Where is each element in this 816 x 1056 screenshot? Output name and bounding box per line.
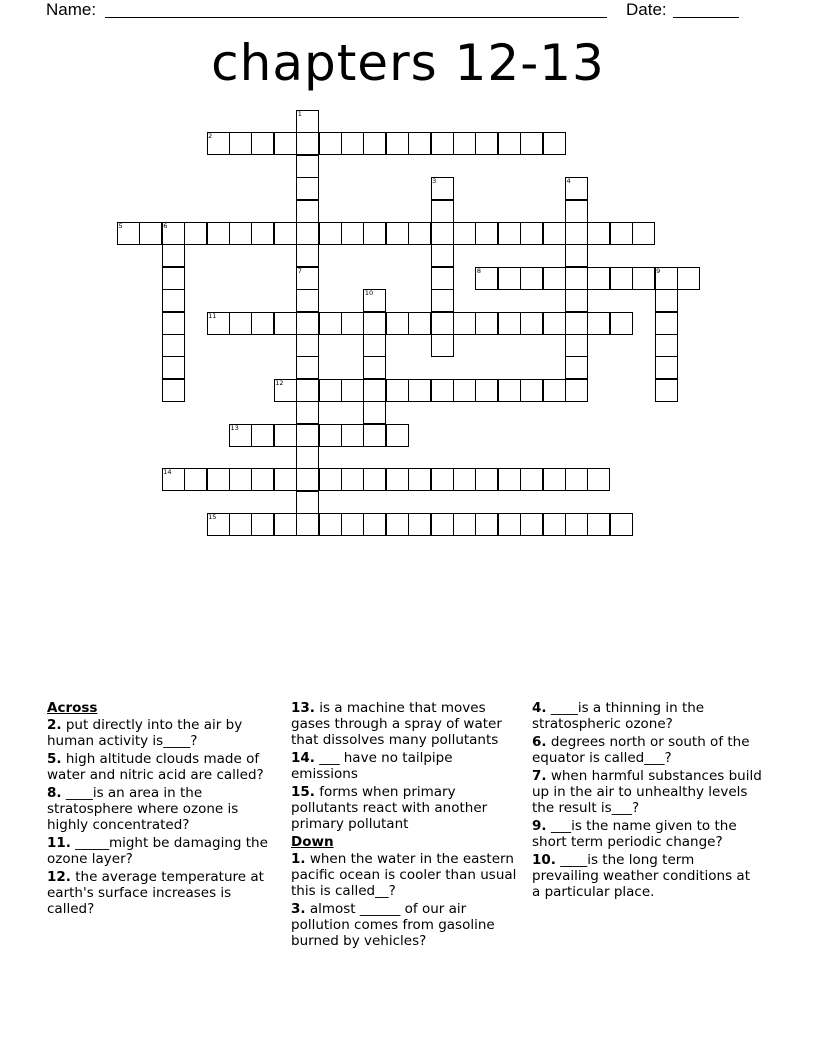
clue-number: 15 bbox=[208, 513, 217, 522]
clue-text: almost ______ of our air pollution comes from gasoline burned by vehicles? bbox=[291, 901, 495, 949]
clue-text: degrees north or south of the equator is called___? bbox=[532, 734, 750, 766]
grid-cell[interactable] bbox=[386, 379, 409, 402]
grid-cell[interactable] bbox=[274, 379, 297, 402]
grid-cell[interactable] bbox=[207, 132, 230, 155]
grid-cell[interactable] bbox=[408, 513, 431, 536]
grid-cell[interactable] bbox=[363, 334, 386, 357]
grid-cell[interactable] bbox=[296, 424, 319, 447]
grid-cell[interactable] bbox=[251, 132, 274, 155]
grid-cell[interactable] bbox=[341, 513, 364, 536]
name-field[interactable] bbox=[105, 17, 607, 18]
grid-cell[interactable] bbox=[453, 132, 476, 155]
grid-cell[interactable] bbox=[274, 513, 297, 536]
grid-cell[interactable] bbox=[386, 222, 409, 245]
across-clue bbox=[47, 785, 277, 833]
across-clue bbox=[47, 835, 277, 867]
grid-cell[interactable] bbox=[274, 468, 297, 491]
grid-cell[interactable] bbox=[296, 289, 319, 312]
grid-cell[interactable] bbox=[498, 468, 521, 491]
name-label: Name: bbox=[46, 0, 97, 19]
grid-cell[interactable] bbox=[543, 468, 566, 491]
grid-cell[interactable] bbox=[431, 244, 454, 267]
clue-number: 2 bbox=[208, 132, 213, 141]
grid-cell[interactable] bbox=[363, 356, 386, 379]
grid-cell[interactable] bbox=[655, 289, 678, 312]
grid-cell[interactable] bbox=[296, 244, 319, 267]
clues-column-2 bbox=[291, 700, 521, 951]
grid-cell[interactable] bbox=[543, 312, 566, 335]
clue-number: 8 bbox=[476, 266, 482, 275]
grid-cell[interactable] bbox=[139, 222, 162, 245]
grid-cell[interactable] bbox=[319, 468, 342, 491]
clue-text: the average temperature at earth's surface increases is called? bbox=[47, 869, 264, 917]
clue-text: ___ have no tailpipe emissions bbox=[291, 750, 453, 782]
grid-cell[interactable] bbox=[565, 222, 588, 245]
clue-number: 12. bbox=[47, 869, 71, 885]
grid-cell[interactable] bbox=[431, 132, 454, 155]
grid-cell[interactable] bbox=[610, 513, 633, 536]
grid-cell[interactable] bbox=[431, 334, 454, 357]
grid-cell[interactable] bbox=[274, 222, 297, 245]
grid-cell[interactable] bbox=[520, 513, 543, 536]
grid-cell[interactable] bbox=[296, 513, 319, 536]
clue-text: ___is the name given to the short term periodic change? bbox=[532, 818, 737, 850]
grid-cell[interactable] bbox=[655, 356, 678, 379]
clue-number: 15. bbox=[291, 784, 315, 800]
grid-cell[interactable] bbox=[655, 334, 678, 357]
clue-number: 7. bbox=[532, 768, 547, 784]
grid-cell[interactable] bbox=[475, 267, 498, 290]
grid-cell[interactable] bbox=[296, 222, 319, 245]
grid-cell[interactable] bbox=[341, 312, 364, 335]
grid-cell[interactable] bbox=[453, 312, 476, 335]
clue-text: put directly into the air by human activity is____? bbox=[47, 717, 243, 749]
grid-cell[interactable] bbox=[386, 424, 409, 447]
grid-cell[interactable] bbox=[363, 132, 386, 155]
grid-cell[interactable] bbox=[408, 379, 431, 402]
grid-cell[interactable] bbox=[565, 379, 588, 402]
grid-cell[interactable] bbox=[229, 468, 252, 491]
grid-cell[interactable] bbox=[229, 424, 252, 447]
grid-cell[interactable] bbox=[587, 222, 610, 245]
across-clue bbox=[291, 750, 521, 782]
across-clue bbox=[47, 869, 277, 917]
grid-cell[interactable] bbox=[565, 289, 588, 312]
clue-number: 1. bbox=[291, 851, 306, 867]
grid-cell[interactable] bbox=[475, 132, 498, 155]
grid-cell[interactable] bbox=[162, 468, 185, 491]
grid-cell[interactable] bbox=[565, 244, 588, 267]
grid-cell[interactable] bbox=[363, 401, 386, 424]
page-title: chapters 12-13 bbox=[211, 34, 605, 92]
grid-cell[interactable] bbox=[319, 424, 342, 447]
down-clue bbox=[532, 734, 762, 766]
grid-cell[interactable] bbox=[363, 222, 386, 245]
clue-number: 6. bbox=[532, 734, 547, 750]
grid-cell[interactable] bbox=[162, 334, 185, 357]
clue-text: _____might be damaging the ozone layer? bbox=[47, 835, 268, 867]
grid-cell[interactable] bbox=[296, 177, 319, 200]
grid-cell[interactable] bbox=[184, 468, 207, 491]
grid-cell[interactable] bbox=[453, 513, 476, 536]
down-clue bbox=[291, 901, 521, 949]
clue-text: ____is an area in the stratosphere where ozone is highly concentrated? bbox=[47, 785, 239, 833]
grid-cell[interactable] bbox=[431, 513, 454, 536]
grid-cell[interactable] bbox=[610, 312, 633, 335]
down-clue bbox=[532, 768, 762, 816]
grid-cell[interactable] bbox=[162, 379, 185, 402]
grid-cell[interactable] bbox=[655, 267, 678, 290]
grid-cell[interactable] bbox=[543, 379, 566, 402]
grid-cell[interactable] bbox=[341, 222, 364, 245]
clue-number: 14 bbox=[163, 468, 172, 477]
grid-cell[interactable] bbox=[251, 312, 274, 335]
grid-cell[interactable] bbox=[207, 513, 230, 536]
grid-cell[interactable] bbox=[274, 424, 297, 447]
grid-cell[interactable] bbox=[229, 312, 252, 335]
grid-cell[interactable] bbox=[655, 379, 678, 402]
grid-cell[interactable] bbox=[453, 379, 476, 402]
grid-cell[interactable] bbox=[498, 222, 521, 245]
grid-cell[interactable] bbox=[565, 312, 588, 335]
grid-cell[interactable] bbox=[386, 468, 409, 491]
across-heading: Across bbox=[47, 700, 98, 716]
clue-number: 7 bbox=[297, 266, 302, 275]
grid-cell[interactable] bbox=[274, 312, 297, 335]
grid-cell[interactable] bbox=[341, 132, 364, 155]
grid-cell[interactable] bbox=[543, 132, 566, 155]
grid-cell[interactable] bbox=[296, 379, 319, 402]
grid-cell[interactable] bbox=[543, 267, 566, 290]
grid-cell[interactable] bbox=[319, 132, 342, 155]
clue-text: ____is a thinning in the stratospheric ozone? bbox=[532, 700, 705, 732]
grid-cell[interactable] bbox=[475, 513, 498, 536]
clue-number: 3. bbox=[291, 901, 306, 917]
grid-cell[interactable] bbox=[520, 222, 543, 245]
clue-text: when harmful substances build up in the air to unhealthy levels the result is___? bbox=[532, 768, 762, 816]
grid-cell[interactable] bbox=[341, 379, 364, 402]
grid-cell[interactable] bbox=[565, 334, 588, 357]
grid-cell[interactable] bbox=[296, 334, 319, 357]
clue-number: 3 bbox=[432, 177, 437, 186]
clue-number: 10. bbox=[532, 852, 556, 868]
grid-cell[interactable] bbox=[498, 379, 521, 402]
grid-cell[interactable] bbox=[431, 312, 454, 335]
grid-cell[interactable] bbox=[251, 424, 274, 447]
down-clue bbox=[532, 852, 762, 900]
clue-number: 9. bbox=[532, 818, 547, 834]
clue-text: high altitude clouds made of water and nitric acid are called? bbox=[47, 751, 264, 783]
grid-cell[interactable] bbox=[296, 468, 319, 491]
grid-cell[interactable] bbox=[431, 468, 454, 491]
grid-cell[interactable] bbox=[207, 222, 230, 245]
down-heading: Down bbox=[291, 834, 334, 850]
grid-cell[interactable] bbox=[520, 267, 543, 290]
grid-cell[interactable] bbox=[341, 424, 364, 447]
grid-cell[interactable] bbox=[587, 513, 610, 536]
grid-cell[interactable] bbox=[363, 424, 386, 447]
grid-cell[interactable] bbox=[520, 468, 543, 491]
grid-cell[interactable] bbox=[296, 312, 319, 335]
grid-cell[interactable] bbox=[587, 312, 610, 335]
header bbox=[46, 0, 746, 22]
clue-number: 13. bbox=[291, 700, 315, 716]
grid-cell[interactable] bbox=[408, 468, 431, 491]
clue-number: 2. bbox=[47, 717, 62, 733]
grid-cell[interactable] bbox=[543, 513, 566, 536]
grid-cell[interactable] bbox=[386, 132, 409, 155]
grid-cell[interactable] bbox=[162, 356, 185, 379]
clue-number: 1 bbox=[297, 110, 302, 118]
grid-cell[interactable] bbox=[363, 513, 386, 536]
grid-cell[interactable] bbox=[386, 513, 409, 536]
grid-cell[interactable] bbox=[610, 267, 633, 290]
clue-number: 4. bbox=[532, 700, 547, 716]
clue-number: 10 bbox=[364, 289, 374, 298]
grid-cell[interactable] bbox=[431, 289, 454, 312]
grid-cell[interactable] bbox=[341, 468, 364, 491]
clue-number: 8. bbox=[47, 785, 62, 801]
grid-cell[interactable] bbox=[207, 468, 230, 491]
clue-number: 11. bbox=[47, 835, 71, 851]
clue-number: 6 bbox=[163, 222, 168, 230]
grid-cell[interactable] bbox=[363, 312, 386, 335]
grid-cell[interactable] bbox=[632, 267, 655, 290]
clue-text: when the water in the eastern pacific ocean is cooler than usual this is called__? bbox=[291, 851, 517, 899]
grid-cell[interactable] bbox=[610, 222, 633, 245]
grid-cell[interactable] bbox=[475, 312, 498, 335]
across-clue bbox=[47, 717, 277, 749]
date-field[interactable] bbox=[673, 17, 739, 18]
clue-number: 13 bbox=[230, 423, 239, 432]
clue-text: ____is the long term prevailing weather conditions at a particular place. bbox=[532, 852, 750, 900]
across-clue bbox=[291, 700, 521, 748]
grid-cell[interactable] bbox=[296, 200, 319, 223]
grid-cell[interactable] bbox=[296, 132, 319, 155]
grid-cell[interactable] bbox=[453, 468, 476, 491]
grid-cell[interactable] bbox=[296, 446, 319, 469]
grid-cell[interactable] bbox=[319, 513, 342, 536]
grid-cell[interactable] bbox=[229, 222, 252, 245]
grid-cell[interactable] bbox=[408, 312, 431, 335]
grid-cell[interactable] bbox=[632, 222, 655, 245]
grid-cell[interactable] bbox=[587, 267, 610, 290]
grid-cell[interactable] bbox=[475, 379, 498, 402]
grid-cell[interactable] bbox=[655, 312, 678, 335]
clue-number: 5. bbox=[47, 751, 62, 767]
across-clue bbox=[47, 751, 277, 783]
grid-cell[interactable] bbox=[319, 312, 342, 335]
grid-cell[interactable] bbox=[453, 222, 476, 245]
grid-cell[interactable] bbox=[431, 222, 454, 245]
grid-cell[interactable] bbox=[229, 513, 252, 536]
grid-cell[interactable] bbox=[296, 401, 319, 424]
grid-cell[interactable] bbox=[520, 379, 543, 402]
grid-cell[interactable] bbox=[184, 222, 207, 245]
grid-cell[interactable] bbox=[162, 244, 185, 267]
across-clue bbox=[291, 784, 521, 832]
grid-cell[interactable] bbox=[251, 513, 274, 536]
grid-cell[interactable] bbox=[229, 132, 252, 155]
grid-cell[interactable] bbox=[498, 132, 521, 155]
grid-cell[interactable] bbox=[520, 132, 543, 155]
clue-number: 12 bbox=[275, 378, 284, 387]
grid-cell[interactable] bbox=[296, 155, 319, 178]
clues-column-1 bbox=[47, 700, 277, 919]
clues-column-3 bbox=[532, 700, 762, 902]
grid-cell[interactable] bbox=[319, 222, 342, 245]
grid-cell[interactable] bbox=[677, 267, 700, 290]
grid-cell[interactable] bbox=[117, 222, 140, 245]
grid-cell[interactable] bbox=[162, 312, 185, 335]
grid-cell[interactable] bbox=[431, 379, 454, 402]
grid-cell[interactable] bbox=[565, 200, 588, 223]
grid-cell[interactable] bbox=[408, 222, 431, 245]
grid-cell[interactable] bbox=[363, 289, 386, 312]
grid-cell[interactable] bbox=[587, 468, 610, 491]
grid-cell[interactable] bbox=[408, 132, 431, 155]
grid-cell[interactable] bbox=[431, 267, 454, 290]
clue-number: 9 bbox=[656, 266, 661, 275]
down-clue bbox=[532, 700, 762, 732]
grid-cell[interactable] bbox=[363, 468, 386, 491]
grid-cell[interactable] bbox=[296, 356, 319, 379]
grid-cell[interactable] bbox=[386, 312, 409, 335]
clue-number: 4 bbox=[566, 177, 571, 186]
clue-text: forms when primary pollutants react with another primary pollutant bbox=[291, 784, 488, 832]
grid-cell[interactable] bbox=[162, 289, 185, 312]
grid-cell[interactable] bbox=[565, 468, 588, 491]
down-clue bbox=[532, 818, 762, 850]
grid-cell[interactable] bbox=[274, 132, 297, 155]
grid-cell[interactable] bbox=[296, 491, 319, 514]
grid-cell[interactable] bbox=[162, 222, 185, 245]
clue-number: 5 bbox=[118, 222, 123, 230]
grid-cell[interactable] bbox=[475, 222, 498, 245]
date-label: Date: bbox=[626, 0, 667, 19]
grid-cell[interactable] bbox=[296, 110, 319, 133]
clue-text: is a machine that moves gases through a spray of water that dissolves many pollutants bbox=[291, 700, 502, 748]
grid-cell[interactable] bbox=[565, 267, 588, 290]
grid-cell[interactable] bbox=[363, 379, 386, 402]
clue-number: 11 bbox=[208, 311, 217, 320]
grid-cell[interactable] bbox=[498, 267, 521, 290]
grid-cell[interactable] bbox=[475, 468, 498, 491]
grid-cell[interactable] bbox=[520, 312, 543, 335]
grid-cell[interactable] bbox=[543, 222, 566, 245]
grid-cell[interactable] bbox=[207, 312, 230, 335]
clue-number: 14. bbox=[291, 750, 315, 766]
grid-cell[interactable] bbox=[251, 468, 274, 491]
grid-cell[interactable] bbox=[565, 356, 588, 379]
grid-cell[interactable] bbox=[162, 267, 185, 290]
grid-cell[interactable] bbox=[319, 379, 342, 402]
grid-cell[interactable] bbox=[251, 222, 274, 245]
grid-cell[interactable] bbox=[565, 513, 588, 536]
grid-cell[interactable] bbox=[296, 267, 319, 290]
grid-cell[interactable] bbox=[498, 312, 521, 335]
grid-cell[interactable] bbox=[498, 513, 521, 536]
grid-cell[interactable] bbox=[431, 177, 454, 200]
grid-cell[interactable] bbox=[565, 177, 588, 200]
grid-cell[interactable] bbox=[431, 200, 454, 223]
down-clue bbox=[291, 851, 521, 899]
